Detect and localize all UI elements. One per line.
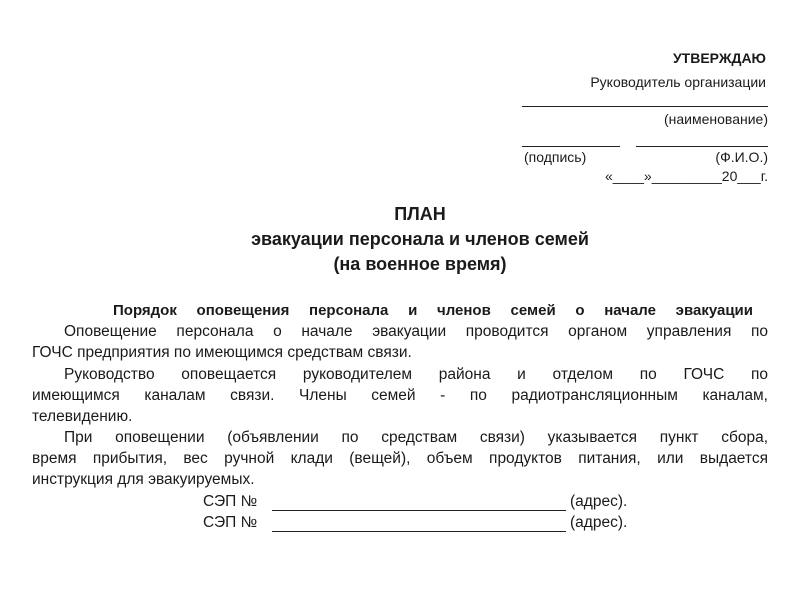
name-line (522, 106, 768, 107)
name-caption: (наименование) (664, 111, 768, 127)
sep-address-line (272, 510, 566, 511)
fio-caption: (Ф.И.О.) (715, 149, 768, 165)
section-heading: Порядок оповещения персонала и членов семей о начале эвакуации (113, 302, 753, 319)
paragraph-line: имеющимся каналам связи. Члены семей - по радиотрансляционным каналам, (32, 387, 768, 404)
approval-position: Руководитель организации (590, 74, 766, 90)
sep-suffix: (адрес). (570, 493, 628, 510)
paragraph-line: Оповещение персонала о начале эвакуации проводится органом управления по (64, 323, 768, 340)
date-line: «____»_________20___г. (604, 168, 768, 184)
signature-line (522, 146, 620, 147)
paragraph-line: инструкция для эвакуируемых. (32, 471, 255, 488)
paragraph-line: ГОЧС предприятия по имеющимся средствам связи. (32, 344, 412, 361)
sep-label: СЭП № (203, 493, 258, 510)
title-line-1: ПЛАН (394, 204, 446, 224)
sep-suffix: (адрес). (570, 514, 628, 531)
paragraph-line: При оповещении (объявлении по средствам связи) указывается пункт сбора, (64, 429, 768, 446)
paragraph-line: время прибытия, вес ручной клади (вещей), объем продуктов питания, или выдается (32, 450, 768, 467)
sep-address-line (272, 531, 566, 532)
signature-caption: (подпись) (524, 149, 587, 165)
sep-label: СЭП № (203, 514, 258, 531)
fio-line (636, 146, 768, 147)
paragraph-line: Руководство оповещается руководителем района и отделом по ГОЧС по (64, 366, 768, 383)
paragraph-line: телевидению. (32, 408, 133, 425)
title-line-2: эвакуации персонала и членов семей (251, 229, 589, 249)
approval-heading: УТВЕРЖДАЮ (672, 50, 766, 66)
title-line-3: (на военное время) (333, 254, 507, 274)
